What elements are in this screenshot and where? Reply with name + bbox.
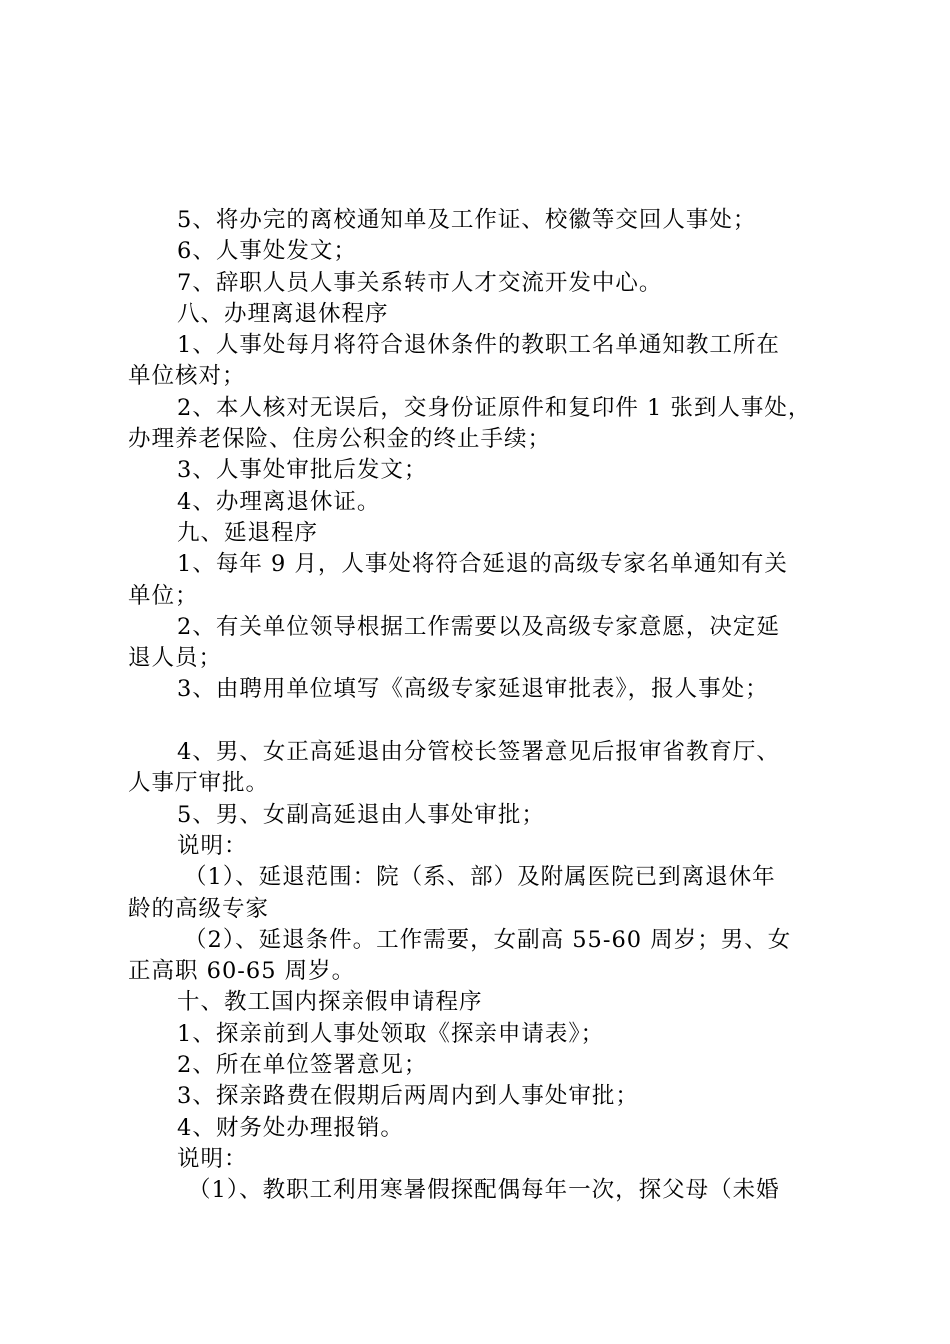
document-body: [128, 205, 838, 1207]
paragraph-line: （1）、教职工利用寒暑假探配偶每年一次，探父母（未婚: [188, 1177, 780, 1204]
paragraph-line: 龄的高级专家: [128, 895, 270, 922]
paragraph-line: 4、男、女正高延退由分管校长签署意见后报审省教育厅、: [177, 739, 780, 766]
paragraph-line: 单位核对；: [128, 363, 246, 390]
section-heading: 十、教工国内探亲假申请程序: [177, 989, 483, 1016]
paragraph-line: 5、男、女副高延退由人事处审批；: [177, 801, 545, 828]
paragraph-line: 6、人事处发文；: [177, 238, 357, 265]
section-heading: 八、办理离退休程序: [177, 300, 389, 327]
paragraph-line: （1）、延退范围：院（系、部）及附属医院已到离退休年: [184, 864, 776, 891]
paragraph-line: 2、有关单位领导根据工作需要以及高级专家意愿，决定延: [177, 613, 780, 640]
paragraph-line: 4、财务处办理报销。: [177, 1114, 404, 1141]
blank-line: [128, 706, 838, 737]
paragraph-line: 7、辞职人员人事关系转市人才交流开发中心。: [177, 269, 663, 296]
paragraph-line: 人事厅审批。: [128, 770, 270, 797]
paragraph-line: 单位；: [128, 582, 199, 609]
paragraph-line: （2）、延退条件。工作需要，女副高 55-60 周岁；男、女: [184, 926, 792, 953]
paragraph-line: 1、每年 9 月，人事处将符合延退的高级专家名单通知有关: [177, 551, 788, 578]
paragraph-line: 3、人事处审批后发文；: [177, 457, 428, 484]
paragraph-line: 1、人事处每月将符合退休条件的教职工名单通知教工所在: [177, 332, 780, 359]
paragraph-line: 正高职 60-65 周岁。: [128, 958, 356, 985]
paragraph-line: 2、本人核对无误后，交身份证原件和复印件 1 张到人事处，: [177, 394, 812, 421]
paragraph-line: 退人员；: [128, 645, 223, 672]
note-label: 说明：: [177, 1145, 248, 1172]
paragraph-line: 3、探亲路费在假期后两周内到人事处审批；: [177, 1083, 639, 1110]
paragraph-line: 5、将办完的离校通知单及工作证、校徽等交回人事处；: [177, 207, 757, 233]
note-label: 说明：: [177, 832, 248, 859]
paragraph-line: 办理养老保险、住房公积金的终止手续；: [128, 426, 552, 453]
paragraph-line: 3、由聘用单位填写《高级专家延退审批表》，报人事处；: [177, 676, 769, 703]
paragraph-line: 4、办理离退休证。: [177, 488, 381, 515]
section-heading: 九、延退程序: [177, 519, 319, 546]
paragraph-line: 1、探亲前到人事处领取《探亲申请表》；: [177, 1020, 605, 1047]
paragraph-line: 2、所在单位签署意见；: [177, 1052, 428, 1079]
